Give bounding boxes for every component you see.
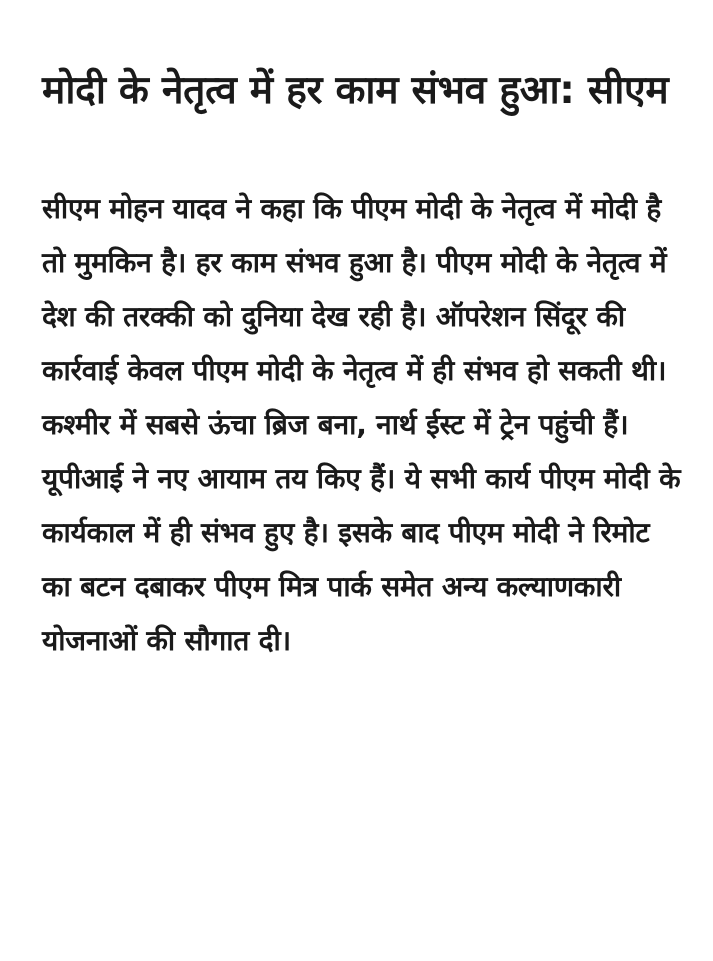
- article-body: सीएम मोहन यादव ने कहा कि पीएम मोदी के नेतृत्व में मोदी है तो मुमकिन है। हर काम संभव हुआ है। पीएम मोदी के नेतृत्व में देश की तरक्की को दुनिया देख रही है। ऑपरेशन सिंदूर की कार्रवाई केवल पीएम मोदी के नेतृत्व में ही संभव हो सकती थी। कश्मीर में सबसे ऊंचा ब्रिज बना, नार्थ ईस्ट में ट्रेन पहुंची हैं। यूपीआई ने नए आयाम तय किए हैं। ये सभी कार्य पीएम मोदी के कार्यकाल में ही संभव हुए है। इसके बाद पीएम मोदी ने रिमोट का बटन दबाकर पीएम मित्र पार्क समेत अन्य कल्याणकारी योजनाओं की सौगात दी।: [42, 192, 681, 657]
- news-article: [42, 52, 682, 668]
- article-headline: मोदी के नेतृत्व में हर काम संभव हुआ: सीएम: [42, 68, 669, 113]
